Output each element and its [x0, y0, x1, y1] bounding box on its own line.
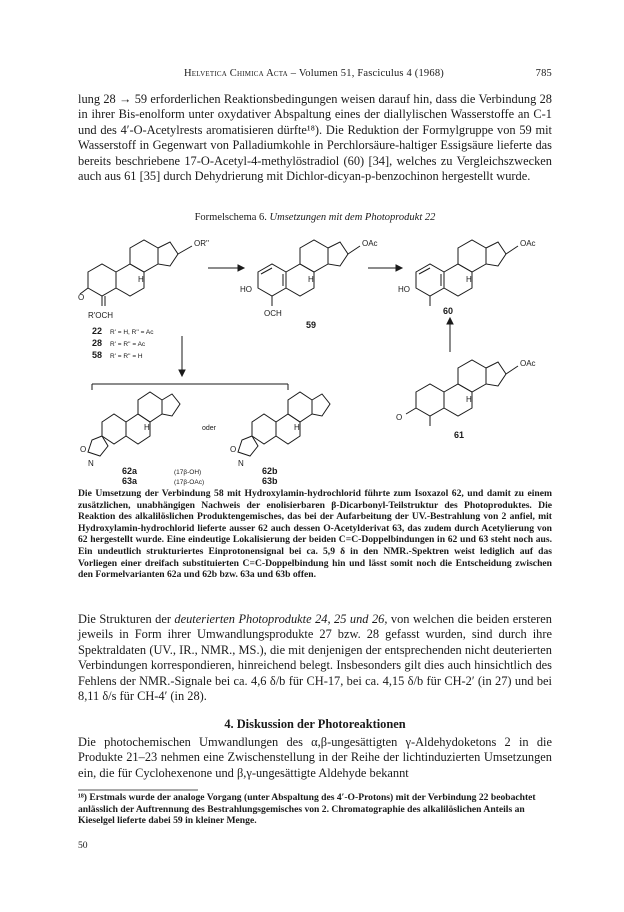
label-h-62b: H [294, 423, 300, 432]
scheme-caption-title: Umsetzungen mit dem Photoprodukt 22 [269, 212, 436, 223]
label-n-62b: N [238, 459, 244, 468]
structure-61 [406, 360, 518, 426]
label-o-22: O [78, 293, 85, 302]
section-heading: 4. Diskussion der Photoreaktionen [224, 717, 406, 731]
journal-name: Helvetica Chimica Acta [184, 68, 288, 79]
structure-60 [416, 240, 518, 306]
compound-59: 59 [306, 320, 317, 330]
compound-62b: 62b [262, 466, 278, 476]
label-17b-oac: (17β-OAc) [174, 479, 205, 486]
volume-info: – Volumen 51, Fasciculus 4 (1968) [290, 68, 444, 79]
compound-62a: 62a [122, 466, 138, 476]
compound-22: 22 [92, 326, 103, 336]
structure-22 [80, 240, 192, 306]
label-n-62a: N [88, 459, 94, 468]
label-h-22: H [138, 275, 144, 284]
label-h-62a: H [144, 423, 150, 432]
paragraph-1: lung 28 → 59 erforderlichen Reaktionsbedingungen weisen darauf hin, dass die Verbindung 28 in ihrer Bis-enolform unter oxydativer Abspaltung eines der diallylischen Wasserstoffe an C-1 und des 4′-O-Acetylrests aromatisieren dürfte¹⁸). Die Reduktion der Formylgruppe von 59 mit Wasserstoff in Gegenwart von Palladiumkohle in Perchlorsäure-haltiger Essigsäure lieferte das bereits beschriebene 17-O-Acetyl-4-methylöstradiol (60) [34], welches zu Vergleichszwecken auch aus 61 [35] durch Dehydrierung mit Dichlor-dicyan-p-benzochinon hergestellt wurde. [78, 92, 552, 184]
scheme-prefix: Formelschema 6. [194, 212, 267, 223]
structure-62b [238, 392, 330, 456]
label-o-62b: O [230, 445, 237, 454]
label-or: OR'' [194, 239, 210, 248]
substituents-22: R' = H, R'' = Ac [110, 329, 154, 336]
label-och-59: OCH [264, 309, 282, 318]
label-oac-60: OAc [520, 239, 536, 248]
label-ho-60: HO [398, 285, 410, 294]
label-oder: oder [202, 425, 217, 432]
substituents-28: R' = R'' = Ac [110, 341, 146, 348]
sheet-signature: 50 [78, 840, 88, 851]
compound-58: 58 [92, 350, 103, 360]
formula-scheme [78, 224, 552, 486]
label-o-61: O [396, 413, 403, 422]
label-h-61: H [466, 395, 472, 404]
emphasis-deuterated: deuterierten Photoprodukte 24, 25 und 26, [174, 612, 388, 626]
footnote-18: ¹⁸) Erstmals wurde der analoge Vorgang (unter Abspaltung des 4′-O-Protons) mit der Verbindung 22 beobachtet anlässlich der Auftrennung des Bestrahlungsgemisches von 2. Chromatographie des alkalilöslichen Anteils an Kieselgel lieferte dabei 59 in kleiner Menge. [78, 792, 536, 827]
compound-63a: 63a [122, 476, 138, 486]
paragraph-3: Die photochemischen Umwandlungen des α,β-ungesättigten γ-Aldehydoketons 2 in die Produkte 21–23 nehmen eine Zwischenstellung in der Reihe der lichtinduzierten Umsetzungen ein, die für Cyclohexenone und β,γ-ungesättigte Aldehyde bekannt [78, 735, 552, 780]
substituents-58: R' = R'' = H [110, 353, 143, 360]
label-oac-59: OAc [362, 239, 378, 248]
scheme-caption: Die Umsetzung der Verbindung 58 mit Hydroxylamin-hydrochlorid führte zum Isoxazol 62, und damit zu einem zusätzlichen, unabhängigen Nachweis der enolisierbaren β-Dicarbonyl-Teilstruktur des Photoproduktes. Die Reaktion des alkalilöslichen Produktengemisches, das bei der Aufarbeitung der UV.-Bestrahlung von 2 anfiel, mit Hydroxylamin-hydrochlorid lieferte ausser 62 auch dessen O-Acetylderivat 63, das zudem durch Acetylierung von 62 hergestellt wurde. Eine eindeutige Lokalisierung der beiden C=C-Doppelbindungen in 62 und 63 steht noch aus. Ein undeutlich strukturiertes Einprotonensignal bei ca. 5,9 δ in den NMR.-Spektren weist lediglich auf das Vorliegen einer dreifach substituierten C=C-Doppelbindung hin und lässt somit noch die Entscheidung zwischen den Formelvarianten 62a und 62b bzw. 63a und 63b offen. [78, 488, 552, 581]
compound-28: 28 [92, 338, 103, 348]
footnote-rule [78, 789, 198, 791]
scheme-title [78, 212, 552, 223]
label-roch: R'OCH [88, 311, 114, 320]
paragraph-2: Die Strukturen der deuterierten Photoprodukte 24, 25 und 26, von welchen die beiden ersteren jeweils in Form ihrer Umwandlungsprodukte 27 bzw. 28 gefasst wurden, sind durch ihre Spektraldaten (UV., IR., NMR., MS.), die mit denjenigen der entsprechenden nicht deuterierten Verbindungen korrespondieren, hinreichend belegt. Insbesonders gilt dies auch hinsichtlich des Fehlens der NMR.-Signale bei ca. 4,6 δ/b für CH-17, bei ca. 4,15 δ/b für CH-2′ (in 27) und bei 8,11 δ/s für CH-4′ (in 28). [78, 612, 552, 704]
structure-59 [258, 240, 360, 306]
label-ho-59: HO [240, 285, 252, 294]
label-17b-oh: (17β-OH) [174, 469, 202, 476]
compound-60: 60 [443, 306, 454, 316]
compound-63b: 63b [262, 476, 278, 486]
label-h-59: H [308, 275, 314, 284]
compound-61: 61 [454, 430, 465, 440]
running-header [78, 68, 550, 82]
page-number: 785 [535, 68, 552, 79]
structure-62a [88, 392, 180, 456]
label-oac-61: OAc [520, 359, 536, 368]
label-o-62a: O [80, 445, 87, 454]
label-h-60: H [466, 275, 472, 284]
